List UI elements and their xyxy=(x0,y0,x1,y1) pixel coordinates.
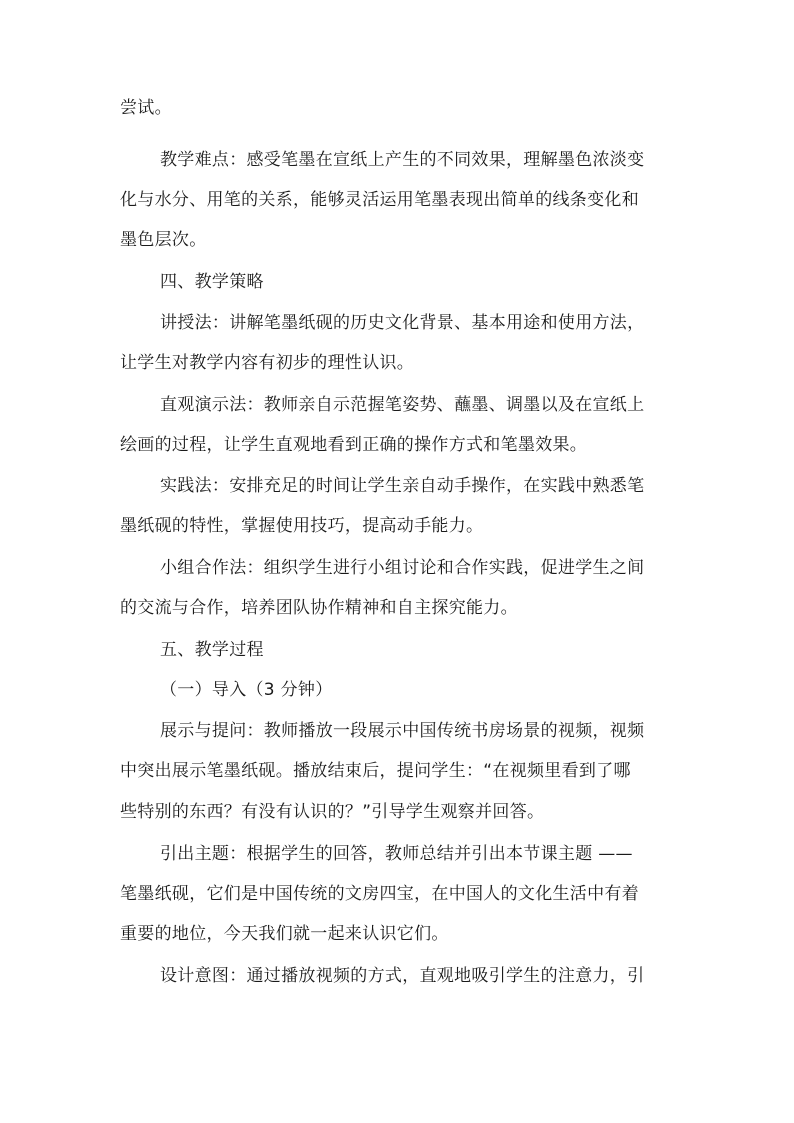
section-heading-4: 四、教学策略 xyxy=(160,272,264,292)
section-heading-5: 五、教学过程 xyxy=(160,640,264,660)
text-line-12: 小组合作法：组织学生进行小组讨论和合作实践，促进学生之间 xyxy=(160,558,645,578)
text-line-11: 墨纸砚的特性，掌握使用技巧，提高动手能力。 xyxy=(120,516,484,536)
text-line-2: 教学难点：感受笔墨在宣纸上产生的不同效果，理解墨色浓淡变 xyxy=(160,150,645,170)
text-line-19: 引出主题：根据学生的回答，教师总结并引出本节课主题 —— xyxy=(160,844,633,864)
text-line-18: 些特别的东西？有没有认识的？”引导学生观察并回答。 xyxy=(120,802,545,822)
text-line-21: 重要的地位，今天我们就一起来认识它们。 xyxy=(120,924,449,944)
text-line-22: 设计意图：通过播放视频的方式，直观地吸引学生的注意力，引 xyxy=(160,966,645,986)
text-line-3: 化与水分、用笔的关系，能够灵活运用笔墨表现出简单的线条变化和 xyxy=(120,190,639,210)
text-line-16: 展示与提问：教师播放一段展示中国传统书房场景的视频，视频 xyxy=(160,721,645,741)
text-line-6: 讲授法：讲解笔墨纸砚的历史文化背景、基本用途和使用方法， xyxy=(160,313,645,333)
text-line-13: 的交流与合作，培养团队协作精神和自主探究能力。 xyxy=(120,598,518,618)
text-line-10: 实践法：安排充足的时间让学生亲自动手操作，在实践中熟悉笔 xyxy=(160,476,645,496)
text-line-17: 中突出展示笔墨纸砚。播放结束后，提问学生：“在视频里看到了哪 xyxy=(120,761,631,781)
text-line-20: 笔墨纸砚，它们是中国传统的文房四宝，在中国人的文化生活中有着 xyxy=(120,884,639,904)
subsection-heading-1: （一）导入（3 分钟） xyxy=(160,680,333,700)
text-line-4: 墨色层次。 xyxy=(120,230,207,250)
text-line-9: 绘画的过程，让学生直观地看到正确的操作方式和笔墨效果。 xyxy=(120,435,588,455)
text-line-1: 尝试。 xyxy=(120,98,172,118)
text-line-8: 直观演示法：教师亲自示范握笔姿势、蘸墨、调墨以及在宣纸上 xyxy=(160,395,645,415)
text-line-7: 让学生对教学内容有初步的理性认识。 xyxy=(120,353,415,373)
